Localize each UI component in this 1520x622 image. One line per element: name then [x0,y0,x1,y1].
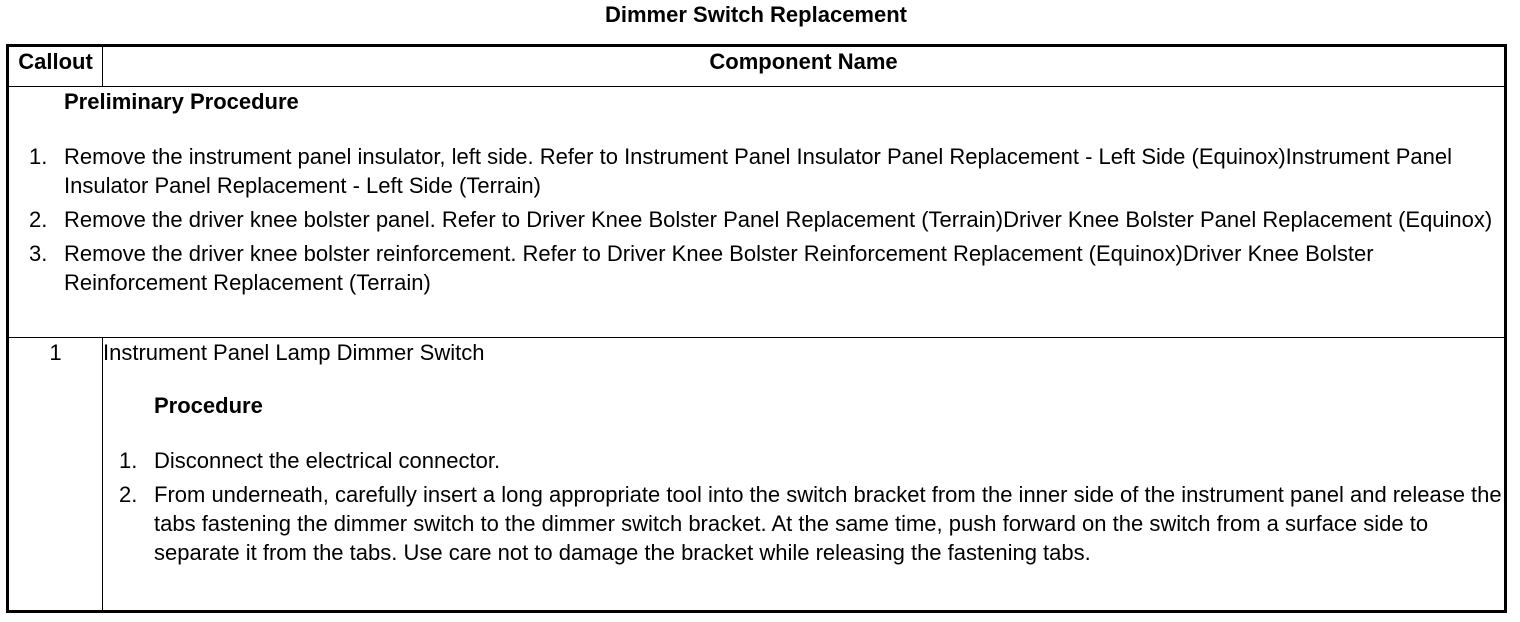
preliminary-procedure-cell [8,87,1506,338]
preliminary-procedure-row [8,87,1506,338]
preliminary-step [9,239,1504,297]
step-text: Disconnect the electrical connector. [154,448,501,473]
component-cell [103,338,1506,612]
component-name: Instrument Panel Lamp Dimmer Switch [103,340,485,365]
table-header-row [8,46,1506,87]
document-title: Dimmer Switch Replacement [605,2,907,27]
procedure-step [103,480,1504,567]
preliminary-procedure-heading: Preliminary Procedure [64,89,299,114]
procedure-heading: Procedure [154,393,263,418]
step-text: Remove the driver knee bolster reinforcement. Refer to Driver Knee Bolster Reinforcement Replacement (Equinox)Driver Knee Bolster Reinforcement Replacement (Terrain) [64,241,1374,295]
step-text: From underneath, carefully insert a long appropriate tool into the switch bracket from the inner side of the instrument panel and release the tabs fastening the dimmer switch to the dimmer switch bracket. At the same time, push forward on the switch from a surface side to separate it from the tabs. Use care not to damage the bracket while releasing the fastening tabs. [154,482,1502,565]
step-text: Remove the instrument panel insulator, left side. Refer to Instrument Panel Insulator Panel Replacement - Left Side (Equinox)Instrument Panel Insulator Panel Replacement - Left Side (Terrain) [64,144,1452,198]
table-row [8,338,1506,612]
step-number: 1. [119,448,138,473]
procedure-table [6,44,1507,613]
step-number: 2. [119,482,138,507]
procedure-step [103,446,1504,475]
step-text: Remove the driver knee bolster panel. Refer to Driver Knee Bolster Panel Replacement (Terrain)Driver Knee Bolster Panel Replacement (Equinox) [64,207,1493,232]
step-number: 3. [29,241,48,266]
preliminary-step [9,205,1504,234]
component-name-column-header: Component Name [103,46,1506,87]
callout-number: 1 [8,338,103,612]
callout-column-header: Callout [8,46,103,87]
step-number: 2. [29,207,48,232]
preliminary-step [9,142,1504,200]
procedure-steps-list [103,446,1504,567]
step-number: 1. [29,144,48,169]
preliminary-steps-list [9,142,1504,297]
